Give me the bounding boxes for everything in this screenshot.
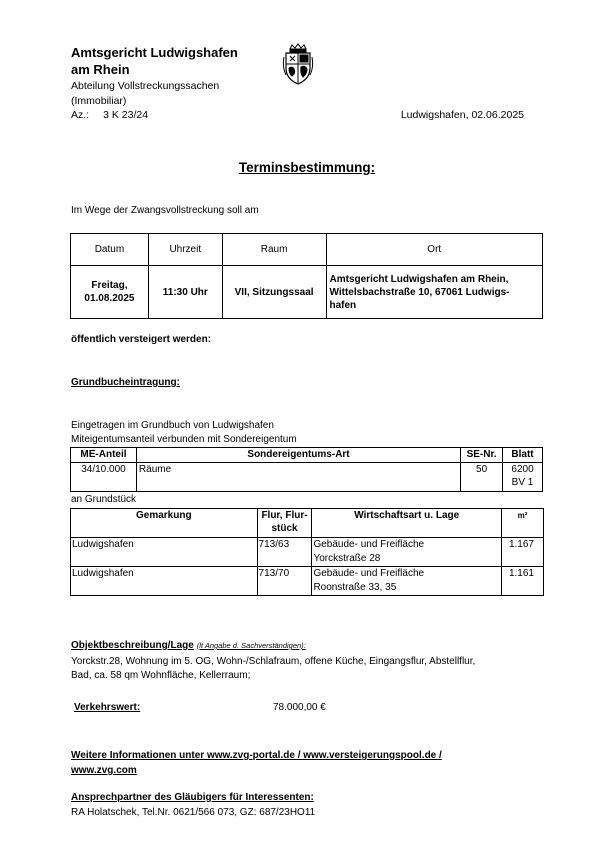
file-reference — [71, 109, 148, 122]
wirtschaftsart-line1: Gebäude- und Freifläche — [313, 539, 425, 550]
info-links-line1[interactable]: Weitere Informationen unter www.zvg-portal.de / www.versteigerungspool.de / — [71, 750, 442, 761]
table-row — [71, 567, 544, 596]
wirtschaftsart-value — [312, 538, 502, 567]
market-value-label: Verkehrswert: — [74, 702, 141, 713]
grundbuch-heading: Grundbucheintragung: — [71, 377, 180, 388]
place-date: Ludwigshafen, 02.06.2025 — [400, 109, 524, 121]
sondereigentum-value: Räume — [136, 463, 460, 492]
appointment-table — [70, 233, 543, 319]
header-gemarkung: Gemarkung — [71, 509, 258, 538]
place-line1: Amtsgericht Ludwigshafen am Rhein, — [329, 273, 509, 285]
header-ort: Ort — [326, 234, 543, 266]
flur-value: 713/70 — [257, 567, 312, 596]
court-name-line1: Amtsgericht Ludwigshafen — [71, 45, 238, 60]
coat-of-arms-icon — [281, 43, 315, 85]
place-line2: Wittelsbachstraße 10, 67061 Ludwigs- — [329, 286, 510, 298]
header-raum: Raum — [222, 234, 326, 266]
file-reference-number: 3 K 23/24 — [103, 109, 149, 121]
object-description-line2: Bad, ca. 58 qm Wohnfläche, Kellerraum; — [71, 670, 251, 681]
header-flur — [257, 509, 312, 538]
header-wirtschaftsart: Wirtschaftsart u. Lage — [312, 509, 502, 538]
gemarkung-value: Ludwigshafen — [71, 538, 258, 567]
object-description-line1: Yorckstr.28, Wohnung im 5. OG, Wohn-/Schlafraum, offene Küche, Eingangsflur, Abstellflur, — [71, 656, 476, 667]
department-line2: (Immobiliar) — [71, 95, 127, 107]
header-flur-line1: Flur, Flur- — [261, 510, 308, 521]
object-heading-text: Objektbeschreibung/Lage — [71, 640, 194, 651]
intro-text: Im Wege der Zwangsvollstreckung soll am — [71, 205, 259, 216]
table-row — [71, 538, 544, 567]
ownership-row — [71, 463, 543, 492]
place-line3: hafen — [329, 299, 357, 311]
department-line1: Abteilung Vollstreckungssachen — [71, 80, 220, 92]
blatt-line1: 6200 — [511, 464, 534, 475]
blatt-line2: BV 1 — [511, 477, 534, 488]
wirtschaftsart-line1: Gebäude- und Freifläche — [313, 568, 425, 579]
ownership-table — [70, 447, 543, 492]
file-reference-label: Az.: — [71, 109, 90, 121]
header-flur-line2: stück — [271, 523, 298, 534]
contact-heading: Ansprechpartner des Gläubigers für Interessenten: — [71, 792, 314, 803]
header-me-anteil: ME-Anteil — [71, 448, 137, 463]
page-title: Terminsbestimmung: — [238, 160, 376, 175]
appointment-place — [326, 266, 543, 319]
object-description-heading — [71, 640, 306, 651]
gemarkung-value: Ludwigshafen — [71, 567, 258, 596]
header-se-nr: SE-Nr. — [461, 448, 503, 463]
header-area: m² — [502, 509, 544, 538]
grundbuch-line2: Miteigentumsanteil verbunden mit Sondereigentum — [71, 434, 297, 445]
wirtschaftsart-line2: Roonstraße 33, 35 — [313, 582, 397, 593]
auction-statement: öffentlich versteigert werden: — [71, 334, 212, 345]
se-nr-value: 50 — [461, 463, 503, 492]
header-sondereigentum: Sondereigentums-Art — [136, 448, 460, 463]
appointment-time: 11:30 Uhr — [148, 266, 222, 319]
appointment-header-row — [71, 234, 543, 266]
header-uhrzeit: Uhrzeit — [148, 234, 222, 266]
flur-value: 713/63 — [257, 538, 312, 567]
wirtschaftsart-value — [312, 567, 502, 596]
grundstueck-label: an Grundstück — [71, 494, 137, 505]
grundbuch-line1: Eingetragen im Grundbuch von Ludwigshafen — [71, 420, 274, 431]
me-anteil-value: 34/10.000 — [71, 463, 137, 492]
contact-value: RA Holatschek, Tel.Nr. 0621/566 073, GZ: 687/23HO11 — [71, 807, 316, 818]
header-datum: Datum — [71, 234, 149, 266]
area-value: 1.167 — [502, 538, 544, 567]
market-value: 78.000,00 € — [273, 702, 326, 713]
property-header-row — [71, 509, 544, 538]
date-weekday: Freitag, — [91, 280, 128, 291]
info-links-line2[interactable]: www.zvg.com — [71, 765, 137, 776]
court-name-line2: am Rhein — [71, 62, 130, 77]
appointment-date — [71, 266, 149, 319]
date-value: 01.08.2025 — [84, 293, 135, 304]
wirtschaftsart-line2: Yorckstraße 28 — [313, 553, 381, 564]
ownership-header-row — [71, 448, 543, 463]
blatt-value — [503, 463, 543, 492]
appointment-room: VII, Sitzungssaal — [222, 266, 326, 319]
object-heading-note: (lt Angabe d. Sachverständigen): — [196, 641, 306, 650]
property-table — [70, 508, 544, 596]
header-blatt: Blatt — [503, 448, 543, 463]
appointment-row — [71, 266, 543, 319]
area-value: 1.161 — [502, 567, 544, 596]
